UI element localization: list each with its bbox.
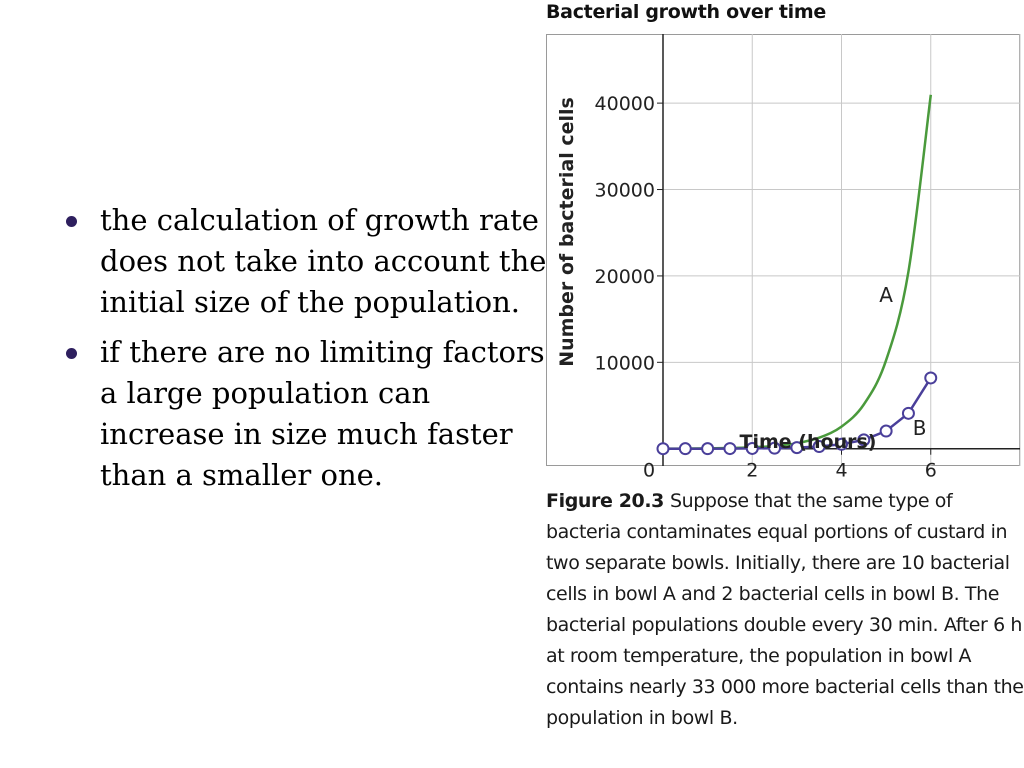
growth-chart [546, 34, 1020, 482]
series-label-b: B [912, 415, 927, 440]
y-tick-label: 40000 [594, 93, 655, 116]
caption-text: Suppose that the same type of bacteria contaminates equal portions of custard in two separate bowls. Initially, there are 10 bacterial cells in bowl A and 2 bacterial cells in bowl B. The bacterial populations double every 30 min. After 6 h at room temperature, the population in bowl A contains nearly 33 000 more bacterial cells than the population in bowl B. [546, 490, 1024, 729]
y-tick-label: 30000 [594, 179, 655, 202]
bullet-item: the calculation of growth rate does not take into account the initial size of the population. [60, 200, 550, 323]
y-tick-label: 20000 [594, 265, 655, 288]
bullet-item: if there are no limiting factors a large population can increase in size much faster than a smaller one. [60, 332, 550, 496]
chart-title: Bacterial growth over time [546, 1, 826, 23]
figure-label: Figure 20.3 [546, 490, 664, 512]
series-label-a: A [879, 282, 893, 307]
x-axis-label: Time (hours) [739, 431, 877, 453]
x-tick-label: 2 [746, 459, 759, 482]
figure-caption [546, 486, 1024, 734]
data-point-b [925, 372, 936, 383]
data-point-b [881, 426, 892, 437]
data-point-b [658, 443, 669, 454]
y-axis-label: Number of bacterial cells [556, 97, 578, 367]
data-point-b [724, 443, 735, 454]
x-tick-label: 6 [924, 459, 937, 482]
data-point-b [680, 443, 691, 454]
data-point-b [702, 443, 713, 454]
x-tick-label: 0 [642, 459, 656, 482]
x-tick-label: 4 [835, 459, 848, 482]
y-tick-label: 10000 [594, 352, 655, 375]
bullet-list [60, 200, 550, 505]
